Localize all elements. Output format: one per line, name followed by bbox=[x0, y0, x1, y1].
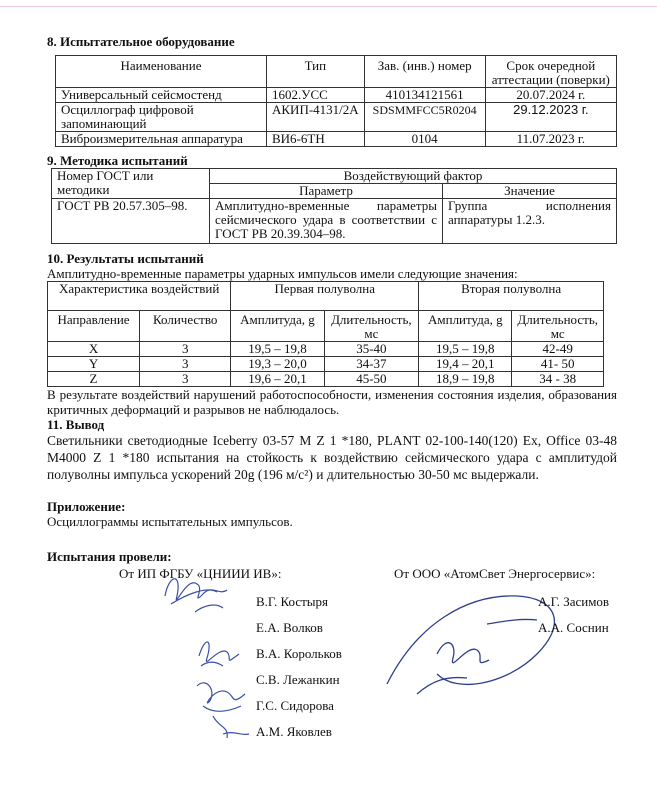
amp1-header: Амплитуда, g bbox=[231, 311, 324, 342]
method-table bbox=[51, 168, 617, 244]
table-cell: 19,6 – 20,1 bbox=[231, 372, 324, 387]
gost-cell: ГОСТ РВ 20.57.305–98. bbox=[52, 199, 210, 244]
table-cell: 0104 bbox=[364, 132, 485, 147]
table-row bbox=[48, 357, 604, 372]
appendix-text: Осциллограммы испытательных импульсов. bbox=[47, 514, 293, 529]
table-row bbox=[48, 342, 604, 357]
table-cell: 3 bbox=[140, 342, 231, 357]
page-top-border bbox=[0, 0, 657, 7]
param-header: Параметр bbox=[210, 184, 443, 199]
table-cell: 41- 50 bbox=[512, 357, 604, 372]
table-cell: Виброизмерительная аппаратура bbox=[56, 132, 267, 147]
table-cell: 20.07.2024 г. bbox=[485, 88, 616, 103]
table-cell: 1602.УСС bbox=[267, 88, 365, 103]
table-cell: Универсальный сейсмостенд bbox=[56, 88, 267, 103]
col-date-header: Срок очередной аттестации (поверки) bbox=[485, 56, 616, 88]
table-cell: SDSMMFCC5R0204 bbox=[364, 103, 485, 132]
table-row bbox=[56, 132, 617, 147]
value-cell: Группа исполнения аппаратуры 1.2.3. bbox=[443, 199, 617, 244]
signers-title: Испытания провели: bbox=[47, 549, 172, 564]
table-cell: 3 bbox=[140, 357, 231, 372]
table-cell: Осциллограф цифровой запоминающий bbox=[56, 103, 267, 132]
table-row bbox=[56, 103, 617, 132]
table-cell: Z bbox=[48, 372, 140, 387]
count-header: Количество bbox=[140, 311, 231, 342]
factor-header: Воздействующий фактор bbox=[210, 169, 617, 184]
table-cell: X bbox=[48, 342, 140, 357]
table-cell: ВИ6-6ТН bbox=[267, 132, 365, 147]
left-signer: С.В. Лежанкин bbox=[256, 672, 340, 687]
results-table bbox=[47, 281, 604, 387]
first-half-header: Первая полуволна bbox=[231, 282, 419, 311]
table-cell: 19,5 – 19,8 bbox=[231, 342, 324, 357]
table-cell: 34 - 38 bbox=[512, 372, 604, 387]
value-header: Значение bbox=[443, 184, 617, 199]
right-org: От ООО «АтомСвет Энергосервис»: bbox=[394, 566, 596, 581]
table-row bbox=[52, 199, 617, 244]
second-half-header: Вторая полуволна bbox=[419, 282, 604, 311]
dur1-header: Длительность, мс bbox=[324, 311, 419, 342]
right-signer: А.А. Соснин bbox=[538, 620, 609, 635]
table-cell: 11.07.2023 г. bbox=[485, 132, 616, 147]
left-signer: В.Г. Костыря bbox=[256, 594, 328, 609]
table-row bbox=[56, 88, 617, 103]
dur2-header: Длительность, мс bbox=[512, 311, 604, 342]
left-org: От ИП ФГБУ «ЦНИИИ ИВ»: bbox=[119, 566, 282, 581]
direction-header: Направление bbox=[48, 311, 140, 342]
table-cell: 3 bbox=[140, 372, 231, 387]
amp2-header: Амплитуда, g bbox=[419, 311, 512, 342]
section-9-title: 9. Методика испытаний bbox=[47, 153, 188, 168]
table-row bbox=[48, 372, 604, 387]
section-10-title: 10. Результаты испытаний bbox=[47, 251, 204, 266]
document-page bbox=[47, 34, 617, 754]
left-signer: А.М. Яковлев bbox=[256, 724, 332, 739]
left-signer: Е.А. Волков bbox=[256, 620, 323, 635]
table-cell: 42-49 bbox=[512, 342, 604, 357]
section-11-title: 11. Вывод bbox=[47, 417, 105, 432]
table-cell: 34-37 bbox=[324, 357, 419, 372]
gost-header: Номер ГОСТ или методики bbox=[52, 169, 210, 199]
signature-block bbox=[47, 564, 617, 754]
table-cell: 19,3 – 20,0 bbox=[231, 357, 324, 372]
appendix-title: Приложение: bbox=[47, 499, 126, 514]
col-name-header: Наименование bbox=[56, 56, 267, 88]
table-cell: 19,4 – 20,1 bbox=[419, 357, 512, 372]
table-cell: 410134121561 bbox=[364, 88, 485, 103]
table-cell: 18,9 – 19,8 bbox=[419, 372, 512, 387]
col-number-header: Зав. (инв.) номер bbox=[364, 56, 485, 88]
table-cell: 45-50 bbox=[324, 372, 419, 387]
table-cell: АКИП-4131/2А bbox=[267, 103, 365, 132]
equipment-table bbox=[55, 55, 617, 147]
param-cell: Амплитудно-временные параметры сейсмического удара в соответствии с ГОСТ РВ 20.39.304–98. bbox=[210, 199, 443, 244]
table-cell: 19,5 – 19,8 bbox=[419, 342, 512, 357]
char-header: Характеристика воздействий bbox=[48, 282, 231, 311]
left-signer: В.А. Корольков bbox=[256, 646, 342, 661]
conclusion-text: Светильники светодиодные Iceberry 03-57 M Z 1 *180, PLANT 02-100-140(120) Ex, Office 03-48 M4000 Z 1 *180 испытания на стойкость к воздействию сейсмического удара с амплитудой полуволны импульса ускорений 20g (196 м/с²) и длительностью 30-50 мс выдержали. bbox=[47, 433, 617, 482]
table-cell: 29.12.2023 г. bbox=[485, 103, 616, 132]
left-signer: Г.С. Сидорова bbox=[256, 698, 334, 713]
table-cell: 35-40 bbox=[324, 342, 419, 357]
col-type-header: Тип bbox=[267, 56, 365, 88]
section-8-title: 8. Испытательное оборудование bbox=[47, 34, 235, 49]
results-conclusion: В результате воздействий нарушений работоспособности, изменения состояния изделия, образования критичных деформаций и разрывов не наблюдалось. bbox=[47, 387, 617, 417]
right-signer: А.Г. Засимов bbox=[538, 594, 610, 609]
results-intro: Амплитудно-временные параметры ударных импульсов имели следующие значения: bbox=[47, 266, 518, 281]
table-cell: Y bbox=[48, 357, 140, 372]
